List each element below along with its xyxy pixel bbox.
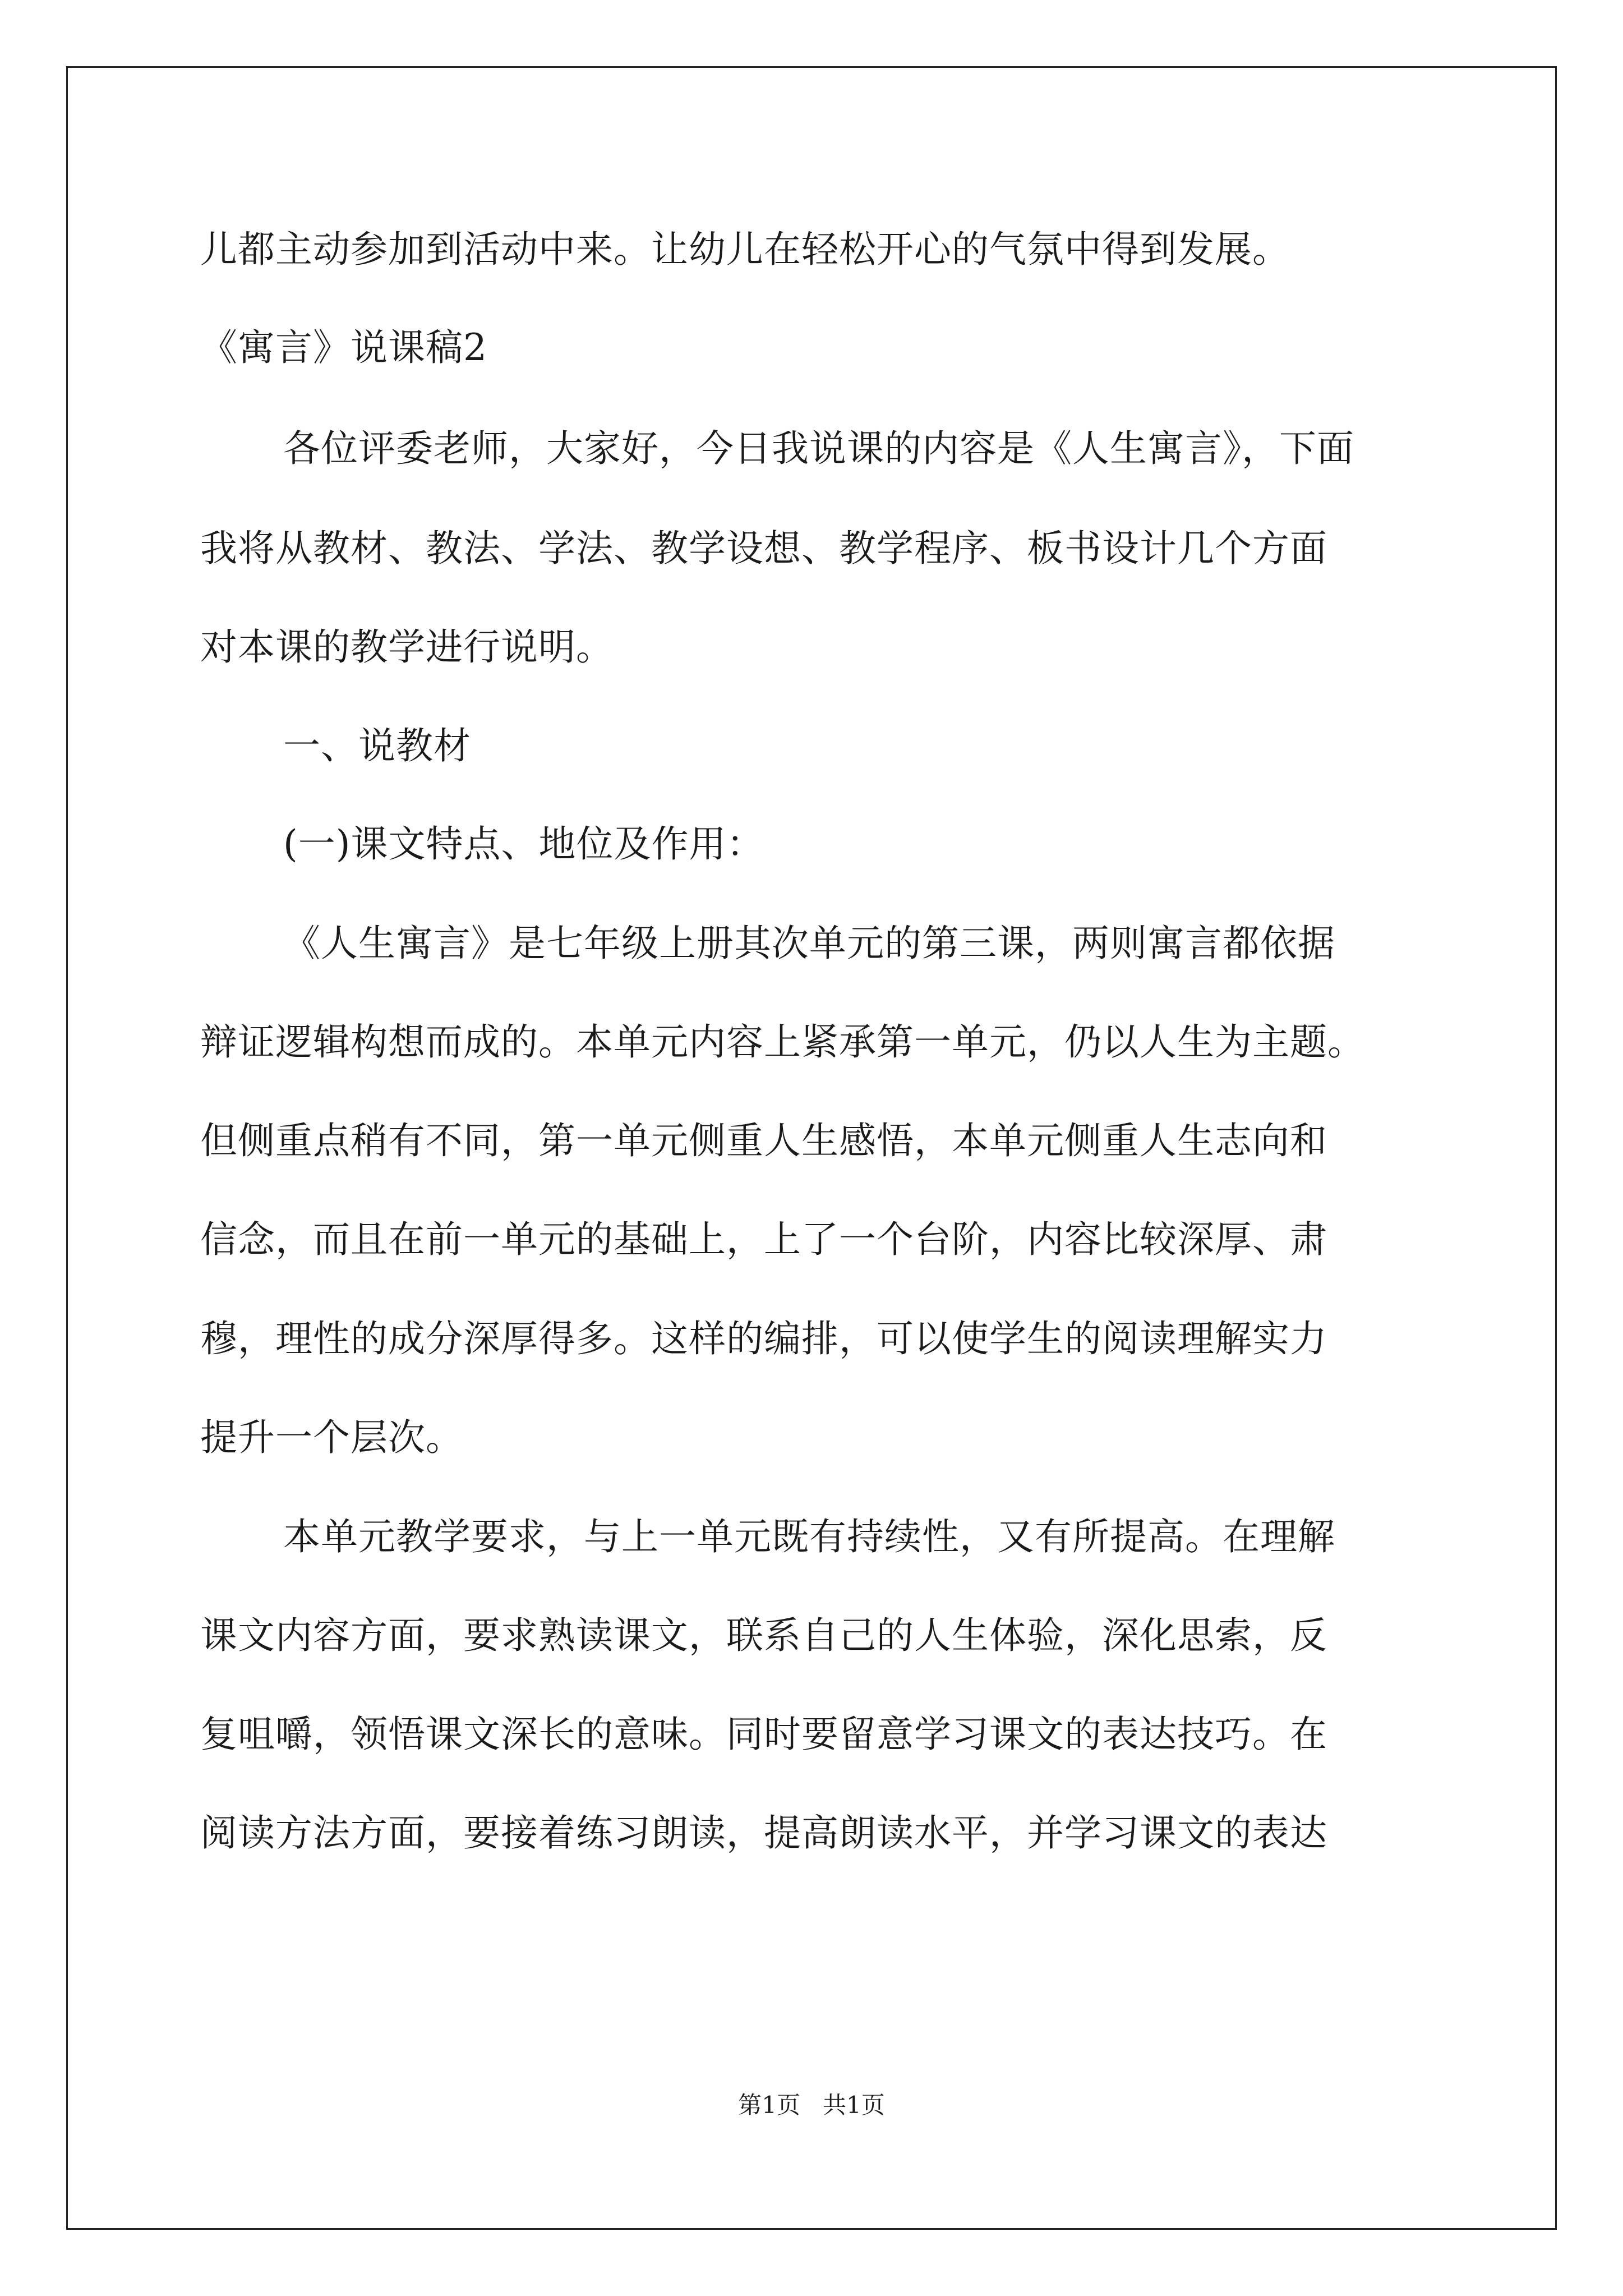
paragraph-line: 穆，理性的成分深厚得多。这样的编排，可以使学生的阅读理解实力	[200, 1317, 1327, 1360]
page-number-footer: 第1页 共1页	[738, 2091, 885, 2119]
paragraph-line: 辩证逻辑构想而成的。本单元内容上紧承第一单元，仍以人生为主题。	[200, 1020, 1365, 1064]
paragraph-line: 阅读方法方面，要接着练习朗读，提高朗读水平，并学习课文的表达	[200, 1811, 1327, 1855]
paragraph-line: 本单元教学要求，与上一单元既有持续性，又有所提高。在理解	[283, 1515, 1335, 1558]
paragraph-line: 复咀嚼，领悟课文深长的意味。同时要留意学习课文的表达技巧。在	[200, 1713, 1327, 1756]
section-heading: 《寓言》说课稿2	[200, 326, 487, 369]
subsection-heading: (一)课文特点、地位及作用：	[283, 822, 764, 866]
paragraph-line: 《人生寓言》是七年级上册其次单元的第三课，两则寓言都依据	[283, 922, 1335, 965]
paragraph-line: 信念，而且在前一单元的基础上，上了一个台阶，内容比较深厚、肃	[200, 1218, 1327, 1261]
paragraph-line: 对本课的教学进行说明。	[200, 625, 614, 669]
paragraph-line: 但侧重点稍有不同，第一单元侧重人生感悟，本单元侧重人生志向和	[200, 1119, 1327, 1162]
subsection-heading: 一、说教材	[283, 724, 471, 767]
paragraph-line: 儿都主动参加到活动中来。让幼儿在轻松开心的气氛中得到发展。	[200, 228, 1290, 271]
paragraph-line: 各位评委老师，大家好，今日我说课的内容是《人生寓言》，下面	[283, 427, 1354, 470]
paragraph-line: 我将从教材、教法、学法、教学设想、教学程序、板书设计几个方面	[200, 527, 1327, 570]
paragraph-line: 提升一个层次。	[200, 1416, 463, 1459]
paragraph-line: 课文内容方面，要求熟读课文，联系自己的人生体验，深化思索，反	[200, 1614, 1327, 1657]
